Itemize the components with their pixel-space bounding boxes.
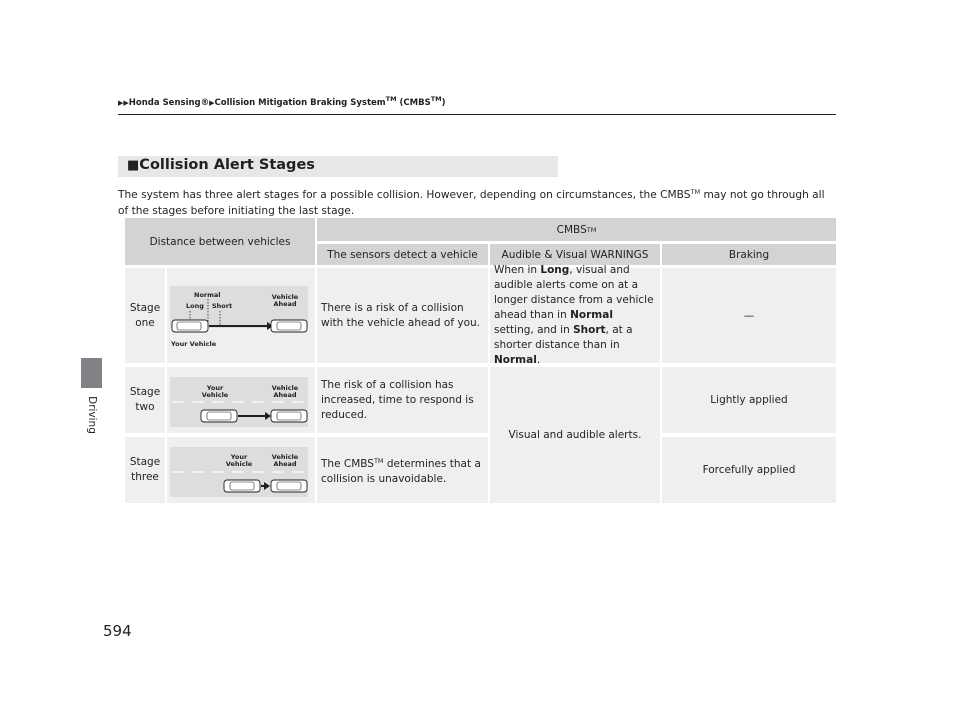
braking-text: — [743, 309, 755, 322]
breadcrumb-arrow-icon: ▶ [209, 99, 215, 107]
stage-word: Stage [129, 386, 161, 398]
label-short: Short [212, 302, 233, 310]
warning-text: When in [494, 264, 541, 276]
header-braking [662, 244, 836, 265]
label-vehicle-ahead: Vehicle Ahead [271, 453, 299, 468]
distance-diagram-icon [167, 367, 315, 433]
stage-three-sensors [317, 437, 488, 503]
stage-one-sensors [317, 268, 488, 363]
chapter-label: Driving [86, 396, 98, 434]
intro-text-continued: may not go through all of the stages before initiating the last stage. [118, 189, 825, 217]
breadcrumb [118, 95, 446, 108]
trademark-mark: TM [385, 95, 397, 103]
stage-one-braking [662, 268, 836, 363]
label-your-vehicle: Your Vehicle [201, 384, 229, 399]
warning-text: , at a shorter distance than in [494, 324, 633, 351]
header-sensors-text: The sensors detect a vehicle [327, 248, 478, 261]
header-warnings [490, 244, 660, 265]
header-sensors [317, 244, 488, 265]
sensors-text: There is a risk of a collision with the vehicle ahead of you. [321, 301, 480, 329]
braking-text: Forcefully applied [702, 464, 796, 476]
stage-two-sensors [317, 367, 488, 433]
stage-number: two [135, 401, 155, 413]
header-cmbs [317, 218, 836, 241]
label-long: Long [186, 302, 204, 310]
label-vehicle-ahead: Vehicle Ahead [271, 293, 299, 308]
header-warnings-text: Audible & Visual WARNINGS [501, 248, 649, 261]
section-title-text: Collision Alert Stages [139, 157, 315, 173]
stage-word: Stage [129, 456, 161, 468]
warning-text: , visual and audible alerts come on at a longer distance from a vehicle ahead than in [494, 264, 654, 321]
breadcrumb-close-paren: ) [441, 98, 446, 108]
stage-two-three-warning [490, 367, 660, 503]
stage-three-label [125, 437, 165, 503]
braking-text: Lightly applied [710, 394, 788, 406]
label-normal: Normal [194, 291, 221, 299]
label-your-vehicle: Your Vehicle [225, 453, 253, 468]
header-rule [118, 114, 836, 115]
breadcrumb-item-honda-sensing[interactable]: Honda Sensing® [128, 98, 210, 108]
distance-diagram-icon [167, 437, 315, 503]
header-distance-text: Distance between vehicles [149, 235, 291, 248]
trademark-mark: TM [690, 188, 701, 196]
warning-shared-text: Visual and audible alerts. [508, 429, 642, 441]
breadcrumb-item-cmbs[interactable]: Collision Mitigation Braking System [214, 98, 386, 108]
stage-one-warning [490, 264, 660, 366]
sensors-text: The CMBS [321, 457, 374, 470]
keyword-short: Short [573, 324, 606, 336]
stage-number: three [131, 471, 159, 483]
label-vehicle-ahead: Vehicle Ahead [271, 384, 299, 399]
header-cmbs-text: CMBS [556, 223, 587, 236]
intro-paragraph [118, 184, 838, 219]
warning-text: setting, and in [494, 324, 574, 336]
trademark-mark: TM [430, 95, 442, 103]
stage-one-illustration [167, 268, 315, 363]
section-marker-icon: ■ [127, 158, 140, 173]
stage-word: Stage [129, 301, 161, 314]
sensors-text: The risk of a collision has increased, time to respond is reduced. [321, 378, 474, 421]
section-title [127, 157, 315, 173]
trademark-mark: TM [586, 225, 597, 234]
header-distance [125, 218, 315, 265]
keyword-long: Long [540, 264, 570, 276]
stage-three-illustration [167, 437, 315, 503]
sensors-text-continued: determines that a collision is unavoidable. [321, 457, 481, 485]
keyword-normal: Normal [494, 354, 537, 366]
stage-two-braking [662, 367, 836, 433]
distance-diagram-icon [167, 268, 315, 363]
keyword-normal: Normal [570, 309, 613, 321]
label-your-vehicle: Your Vehicle [171, 340, 217, 348]
chapter-tab [81, 358, 102, 388]
warning-text: . [536, 354, 541, 366]
intro-text: The system has three alert stages for a possible collision. However, depending on circumstances, the CMBS [118, 189, 691, 201]
page-number: 594 [103, 622, 132, 640]
stage-three-braking [662, 437, 836, 503]
breadcrumb-cmbs-abbrev: (CMBS [399, 98, 431, 108]
stage-number: one [135, 316, 155, 329]
header-braking-text: Braking [728, 248, 770, 261]
trademark-mark: TM [373, 456, 384, 465]
stage-one-label [125, 268, 165, 363]
breadcrumb-arrow-icon: ▶▶ [118, 99, 129, 107]
stage-two-illustration [167, 367, 315, 433]
stage-two-label [125, 367, 165, 433]
